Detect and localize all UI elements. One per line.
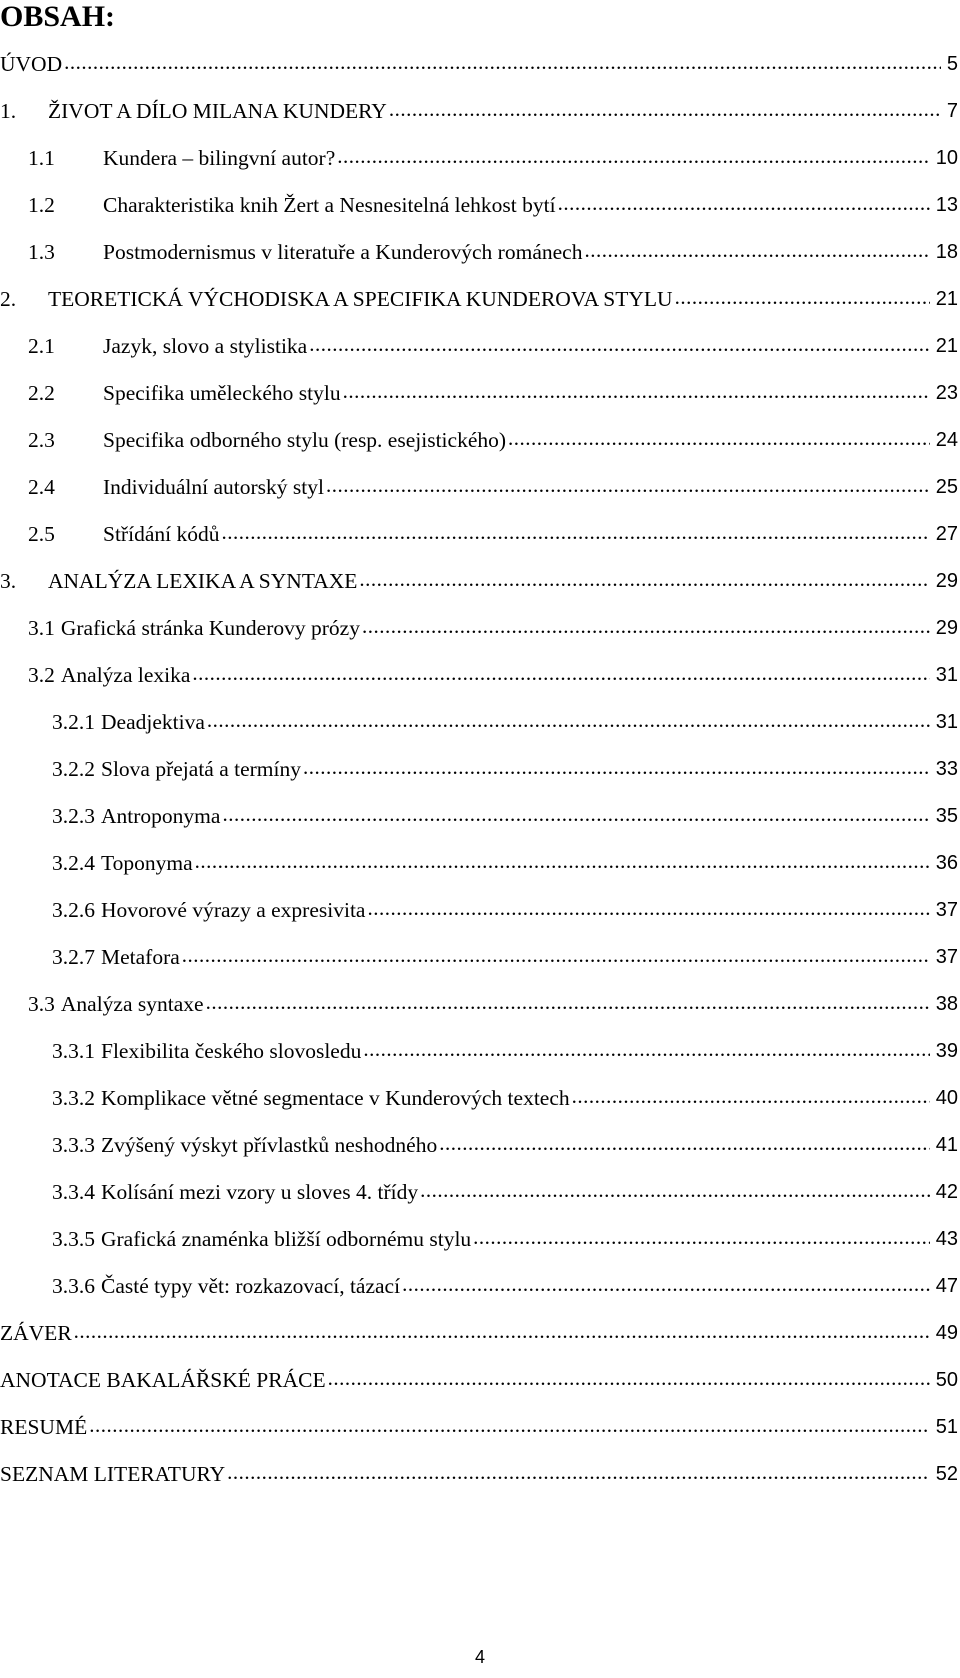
dot-leader [337,148,929,170]
toc-entry-label: ŽIVOT A DÍLO MILANA KUNDERY [48,99,387,123]
toc-entry[interactable] [0,276,958,323]
toc-entry-label: ANOTACE BAKALÁŘSKÉ PRÁCE [0,1368,326,1392]
dot-leader [367,900,929,922]
toc-entry-number: 3.3.6 [52,1274,95,1298]
toc-entry-label: Komplikace větné segmentace v Kunderových textech [101,1086,570,1110]
toc-entry-page: 25 [935,476,958,498]
toc-entry-page: 36 [935,852,958,874]
toc-entry-page: 39 [935,1040,958,1062]
toc-entry-number: 1.3 [28,240,55,264]
toc-entry-number: 3.2.3 [52,804,95,828]
toc-entry-label: Hovorové výrazy a expresivita [101,898,366,922]
toc-entry-label: ANALÝZA LEXIKA A SYNTAXE [48,569,358,593]
toc-entry-number: 3.2.7 [52,945,95,969]
toc-entry-page: 33 [935,758,958,780]
toc-entry-page: 21 [935,335,958,357]
toc-entry-label: Individuální autorský styl [103,475,324,499]
toc-entry-page: 50 [935,1369,958,1391]
dot-leader [222,806,929,828]
toc-entry[interactable] [0,746,958,793]
toc-entry-label: Toponyma [101,851,193,875]
toc-entry[interactable] [0,605,958,652]
toc-entry-label: ZÁVER [0,1321,72,1345]
toc-entry[interactable] [0,558,958,605]
toc-entry-number: 3.3.5 [52,1227,95,1251]
toc-entry-number: 3.2.2 [52,757,95,781]
toc-entry-page: 35 [935,805,958,827]
dot-leader [89,1417,930,1439]
dot-leader [572,1088,930,1110]
table-of-contents [0,41,958,1498]
dot-leader [195,853,930,875]
toc-entry-number: 3.2.4 [52,851,95,875]
toc-title: OBSAH: [0,0,116,33]
toc-entry-label: SEZNAM LITERATURY [0,1462,226,1486]
toc-entry[interactable] [0,981,958,1028]
dot-leader [328,1370,930,1392]
toc-entry-label: TEORETICKÁ VÝCHODISKA A SPECIFIKA KUNDEROVA STYLU [48,287,673,311]
dot-leader [309,336,930,358]
toc-entry[interactable] [0,1404,958,1451]
toc-entry-page: 51 [935,1416,958,1438]
toc-entry-page: 52 [935,1463,958,1485]
toc-entry-label: Specifika odborného stylu (resp. esejistického) [103,428,507,452]
toc-entry[interactable] [0,41,958,88]
toc-entry-number: 3.2.6 [52,898,95,922]
dot-leader [508,430,930,452]
toc-entry[interactable] [0,1310,958,1357]
dot-leader [227,1464,930,1486]
toc-entry[interactable] [0,652,958,699]
toc-entry-label: RESUMÉ [0,1415,88,1439]
toc-entry-number: 2.2 [28,381,55,405]
toc-entry[interactable] [0,511,958,558]
toc-entry-page: 10 [935,147,958,169]
dot-leader [74,1323,930,1345]
toc-entry[interactable] [0,1216,958,1263]
toc-entry[interactable] [0,135,958,182]
toc-entry-page: 18 [935,241,958,263]
toc-entry-number: 3.2 [28,663,55,687]
dot-leader [473,1229,930,1251]
toc-entry-label: Časté typy vět: rozkazovací, tázací [101,1274,401,1298]
toc-entry[interactable] [0,887,958,934]
toc-entry[interactable] [0,934,958,981]
toc-entry[interactable] [0,1122,958,1169]
toc-entry[interactable] [0,1263,958,1310]
toc-entry-page: 13 [935,194,958,216]
dot-leader [303,759,930,781]
toc-entry-page: 29 [935,617,958,639]
toc-entry[interactable] [0,1451,958,1498]
toc-entry[interactable] [0,88,958,135]
dot-leader [420,1182,930,1204]
toc-entry[interactable] [0,464,958,511]
page-number: 4 [474,1647,485,1667]
toc-entry-label: Antroponyma [101,804,221,828]
toc-entry-page: 31 [935,664,958,686]
toc-entry-label: Grafická znaménka bližší odbornému stylu [101,1227,472,1251]
toc-entry-label: Analýza lexika [60,663,191,687]
toc-entry-page: 40 [935,1087,958,1109]
toc-entry[interactable] [0,1169,958,1216]
toc-entry-label: Grafická stránka Kunderovy prózy [60,616,360,640]
toc-entry-page: 37 [935,899,958,921]
toc-entry[interactable] [0,1075,958,1122]
toc-entry-page: 49 [935,1322,958,1344]
toc-entry-number: 2.3 [28,428,55,452]
toc-entry-number: 3.3.1 [52,1039,95,1063]
toc-entry-page: 5 [946,53,958,75]
toc-entry-number: 3. [0,569,17,593]
toc-entry-page: 42 [935,1181,958,1203]
dot-leader [221,524,929,546]
toc-entry-label: ÚVOD [0,52,63,76]
dot-leader [182,947,930,969]
toc-entry-page: 29 [935,570,958,592]
dot-leader [402,1276,930,1298]
toc-entry-number: 2.5 [28,522,55,546]
toc-entry[interactable] [0,323,958,370]
toc-entry-number: 3.3.4 [52,1180,95,1204]
toc-entry-page: 21 [935,288,958,310]
toc-entry-number: 1.2 [28,193,55,217]
toc-entry-number: 1. [0,99,17,123]
dot-leader [343,383,930,405]
dot-leader [64,54,941,76]
toc-entry-label: Kolísání mezi vzory u sloves 4. třídy [101,1180,419,1204]
dot-leader [675,289,930,311]
dot-leader [558,195,930,217]
dot-leader [326,477,930,499]
toc-entry-label: Střídání kódů [103,522,220,546]
dot-leader [362,618,930,640]
toc-entry-number: 3.1 [28,616,55,640]
dot-leader [389,101,941,123]
toc-entry[interactable] [0,840,958,887]
toc-entry-label: Specifika uměleckého stylu [103,381,341,405]
dot-leader [359,571,929,593]
toc-entry-page: 27 [935,523,958,545]
toc-entry-page: 38 [935,993,958,1015]
toc-entry-label: Flexibilita českého slovosledu [101,1039,362,1063]
toc-entry-label: Slova přejatá a termíny [101,757,301,781]
toc-entry-number: 3.3.2 [52,1086,95,1110]
toc-entry[interactable] [0,229,958,276]
toc-entry-label: Charakteristika knih Žert a Nesnesitelná lehkost bytí [103,193,556,217]
dot-leader [363,1041,929,1063]
toc-entry-number: 3.3 [28,992,55,1016]
toc-entry-label: Jazyk, slovo a stylistika [103,334,308,358]
dot-leader [206,994,930,1016]
toc-entry-number: 2.4 [28,475,55,499]
toc-entry-label: Zvýšený výskyt přívlastků neshodného [101,1133,438,1157]
toc-entry-number: 2. [0,287,17,311]
toc-entry-label: Postmodernismus v literatuře a Kunderových románech [103,240,583,264]
toc-entry-page: 7 [946,100,958,122]
toc-entry-number: 1.1 [28,146,55,170]
toc-entry[interactable] [0,699,958,746]
toc-entry[interactable] [0,1357,958,1404]
toc-entry[interactable] [0,793,958,840]
dot-leader [439,1135,930,1157]
toc-entry-page: 43 [935,1228,958,1250]
toc-entry[interactable] [0,182,958,229]
toc-entry-page: 37 [935,946,958,968]
toc-entry-page: 24 [935,429,958,451]
toc-entry[interactable] [0,1028,958,1075]
toc-entry-number: 3.2.1 [52,710,95,734]
toc-entry[interactable] [0,417,958,464]
toc-entry-label: Kundera – bilingvní autor? [103,146,336,170]
dot-leader [207,712,930,734]
toc-entry-page: 31 [935,711,958,733]
toc-entry-label: Analýza syntaxe [60,992,204,1016]
toc-entry-number: 2.1 [28,334,55,358]
toc-entry-page: 47 [935,1275,958,1297]
dot-leader [584,242,929,264]
toc-entry-label: Deadjektiva [101,710,205,734]
toc-entry-label: Metafora [101,945,180,969]
toc-entry[interactable] [0,370,958,417]
toc-entry-page: 41 [935,1134,958,1156]
dot-leader [192,665,929,687]
toc-entry-page: 23 [935,382,958,404]
toc-entry-number: 3.3.3 [52,1133,95,1157]
